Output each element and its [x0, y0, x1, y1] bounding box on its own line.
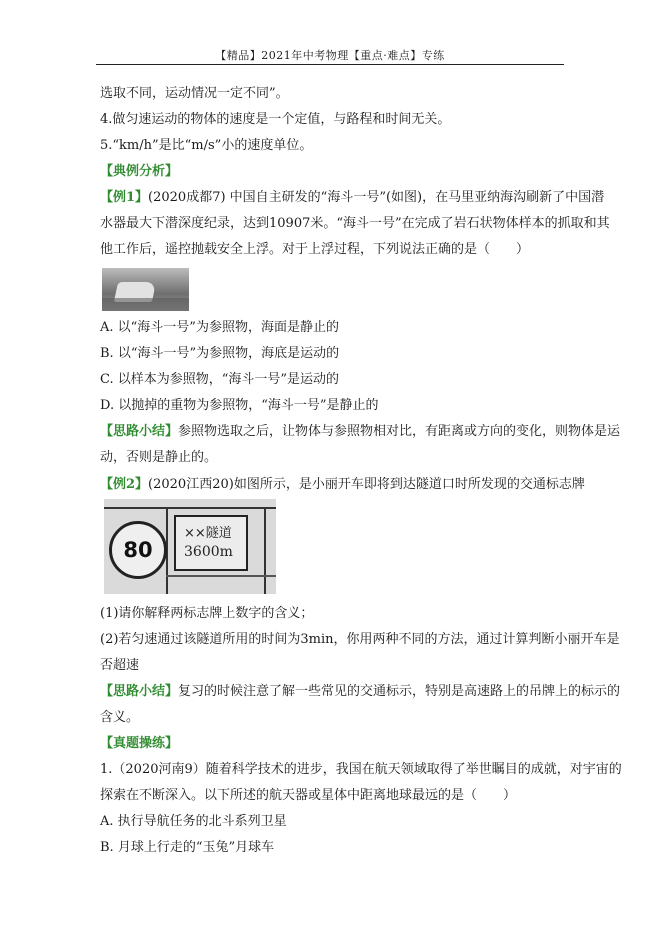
text-line: 5.“km/h”是比“m/s”小的速度单位。 — [100, 138, 313, 153]
sea-shape — [102, 298, 189, 311]
problem1-option-b: B. 月球上行走的“玉兔”月球车 — [100, 840, 275, 855]
submersible-photo — [102, 268, 189, 311]
text-line: 含义。 — [100, 710, 140, 725]
tunnel-length: 3600m — [184, 544, 233, 560]
summary2-tag: 【思路小结】 — [100, 684, 179, 699]
example1-text: (2020成都7) 中国自主研发的“海斗一号”(如图)，在马里亚纳海沟刷新了中国潜 — [148, 190, 605, 205]
summary2-text: 复习的时候注意了解一些常见的交通标示，特别是高速路上的吊牌上的标示的 — [178, 684, 621, 699]
summary1-line1 — [100, 424, 620, 440]
option-a: A. 以“海斗一号”为参照物，海面是静止的 — [100, 320, 339, 335]
text-line: 4.做匀速运动的物体的速度是一个定值，与路程和时间无关。 — [100, 112, 451, 127]
example2-tag: 【例2】 — [100, 477, 149, 492]
problem1-option-a: A. 执行导航任务的北斗系列卫星 — [100, 814, 287, 829]
example2-text: (2020江西20)如图所示，是小丽开车即将到达隧道口时所发现的交通标志牌 — [148, 477, 585, 492]
text-line: 水器最大下潜深度纪录，达到10907米。“海斗一号”在完成了岩石状物体样本的抓取和其 — [100, 216, 610, 231]
question2-line1: (2)若匀速通过该隧道所用的时间为3min，你用两种不同的方法，通过计算判断小丽开车是 — [100, 632, 620, 647]
summary1-text: 参照物选取之后，让物体与参照物相对比，有距离或方向的变化，则物体是运 — [178, 424, 621, 439]
speed-limit-sign: 80 — [109, 521, 167, 579]
example1-line1 — [100, 190, 604, 206]
option-d: D. 以抛掉的重物为参照物，“海斗一号”是静止的 — [100, 398, 379, 413]
tunnel-name: ××隧道 — [184, 526, 232, 541]
example2-line1 — [100, 477, 585, 493]
question2-line2: 否超速 — [100, 658, 140, 673]
text-line: 动，否则是静止的。 — [100, 450, 218, 465]
text-line: 他工作后，遥控抛载安全上浮。对于上浮过程，下列说法正确的是（ ） — [100, 242, 530, 257]
example1-tag: 【例1】 — [100, 190, 149, 205]
section-typical-heading: 【典例分析】 — [100, 164, 179, 179]
summary1-tag: 【思路小结】 — [100, 424, 179, 439]
option-c: C. 以样本为参照物，“海斗一号”是运动的 — [100, 372, 340, 387]
option-b: B. 以“海斗一号”为参照物，海底是运动的 — [100, 346, 340, 361]
text-line: 选取不同，运动情况一定不同”。 — [100, 86, 289, 101]
traffic-sign-photo — [104, 499, 276, 594]
section-real-heading: 【真题操练】 — [100, 736, 179, 751]
header-rule — [96, 64, 564, 65]
problem1-line2: 探索在不断深入。以下所述的航天器或星体中距离地球最远的是（ ） — [100, 788, 517, 803]
summary2-line1 — [100, 684, 620, 700]
page-header: 【精品】2021年中考物理【重点·难点】专练 — [215, 49, 445, 62]
problem1-line1: 1.（2020河南9）随着科学技术的进步，我国在航天领域取得了举世瞩目的成就，对宇宙的 — [100, 762, 622, 777]
question1: (1)请你解释两标志牌上数字的含义； — [100, 606, 314, 621]
tunnel-sign — [174, 515, 248, 571]
